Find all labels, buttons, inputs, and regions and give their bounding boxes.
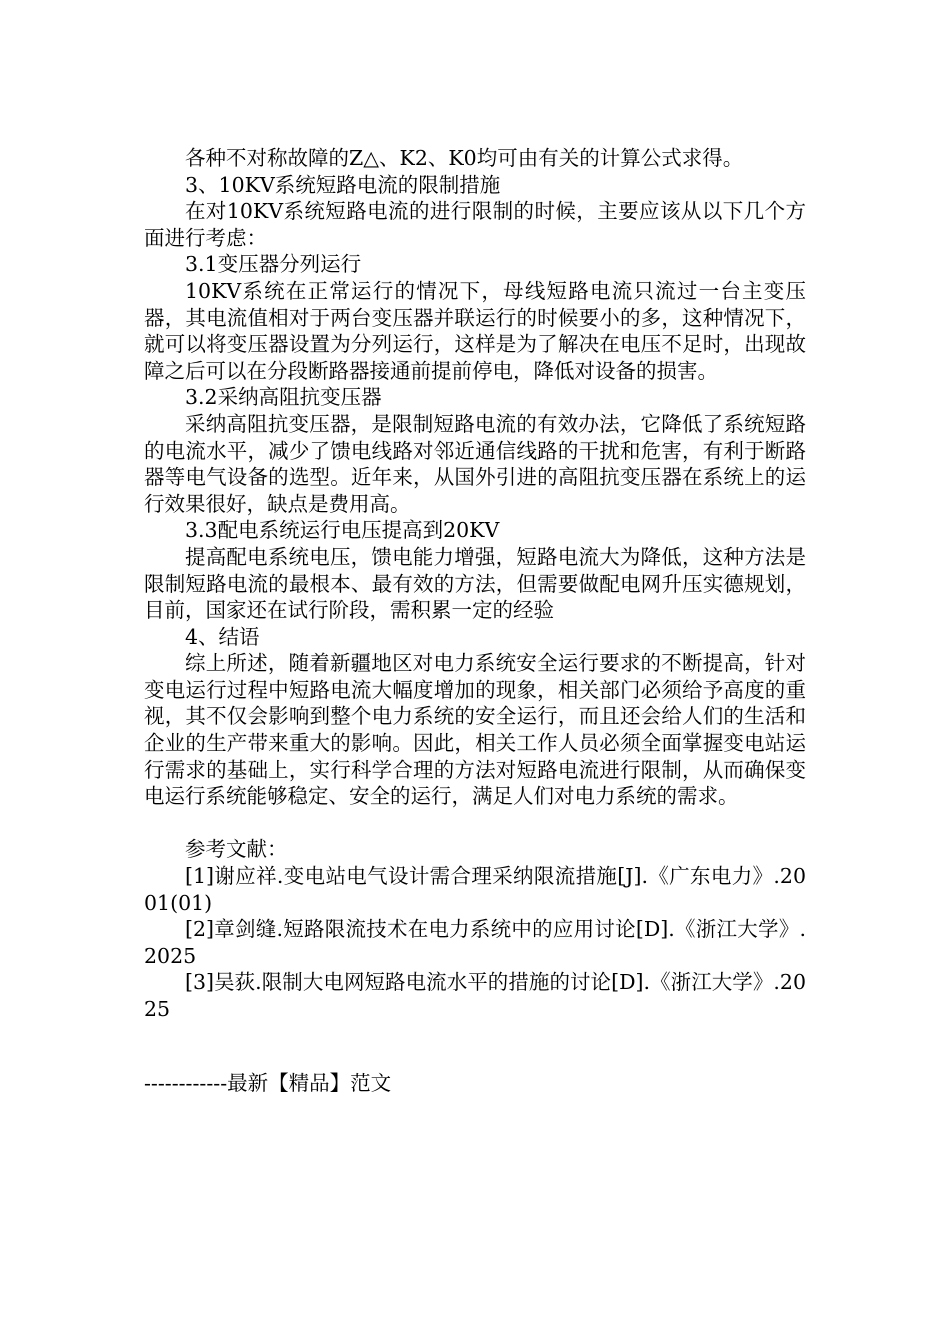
body-paragraph: 综上所述，随着新疆地区对电力系统安全运行要求的不断提高，针对变电运行过程中短路电流大幅度增加的现象，相关部门必须给予高度的重视，其不仅会影响到整个电力系统的安全运行，而且还会给人们的生活和企业的生产带来重大的影响。因此，相关工作人员必须全面掌握变电站运行需求的基础上，实行科学合理的方法对短路电流进行限制，从而确保变电运行系统能够稳定、安全的运行，满足人们对电力系统的需求。 bbox=[144, 651, 806, 809]
document-body bbox=[144, 145, 806, 1023]
section-heading: 3.1变压器分列运行 bbox=[185, 252, 362, 277]
section-heading: 3.3配电系统运行电压提高到20KV bbox=[185, 518, 500, 543]
section-heading: 4、结语 bbox=[185, 624, 260, 649]
body-paragraph: 提高配电系统电压，馈电能力增强，短路电流大为降低，这种方法是限制短路电流的最根本、最有效的方法，但需要做配电网升压实德规划，目前，国家还在试行阶段，需积累一定的经验 bbox=[144, 544, 806, 623]
body-paragraph: 10KV系统在正常运行的情况下，母线短路电流只流过一台主变压器，其电流值相对于两台变压器并联运行的时候要小的多，这种情况下，就可以将变压器设置为分列运行，这样是为了解决在电压不足时，出现故障之后可以在分段断路器接通前提前停电，降低对设备的损害。 bbox=[144, 278, 806, 383]
blank-line bbox=[144, 810, 806, 837]
body-paragraph: 采纳高阻抗变压器，是限制短路电流的有效办法，它降低了系统短路的电流水平，减少了馈电线路对邻近通信线路的干扰和危害，有利于断路器等电气设备的选型。近年来，从国外引进的高阻抗变压器在系统上的运行效果很好，缺点是费用高。 bbox=[144, 411, 806, 516]
body-paragraph: [1]谢应祥.变电站电气设计需合理采纳限流措施[J].《广东电力》.2001(01) bbox=[144, 864, 806, 915]
body-paragraph: [2]章剑缝.短路限流技术在电力系统中的应用讨论[D].《浙江大学》.2025 bbox=[144, 917, 806, 968]
body-paragraph: 各种不对称故障的Z△、K2、K0均可由有关的计算公式求得。 bbox=[185, 146, 744, 170]
body-paragraph: [3]吴荻.限制大电网短路电流水平的措施的讨论[D].《浙江大学》.2025 bbox=[144, 970, 806, 1021]
section-heading: 3.2采纳高阻抗变压器 bbox=[185, 385, 382, 410]
body-paragraph: 在对10KV系统短路电流的进行限制的时候，主要应该从以下几个方面进行考虑： bbox=[144, 199, 806, 250]
section-heading: 参考文献： bbox=[185, 837, 288, 862]
footer-text: ------------最新【精品】范文 bbox=[144, 1071, 392, 1095]
section-heading: 3、10KV系统短路电流的限制措施 bbox=[185, 172, 501, 197]
